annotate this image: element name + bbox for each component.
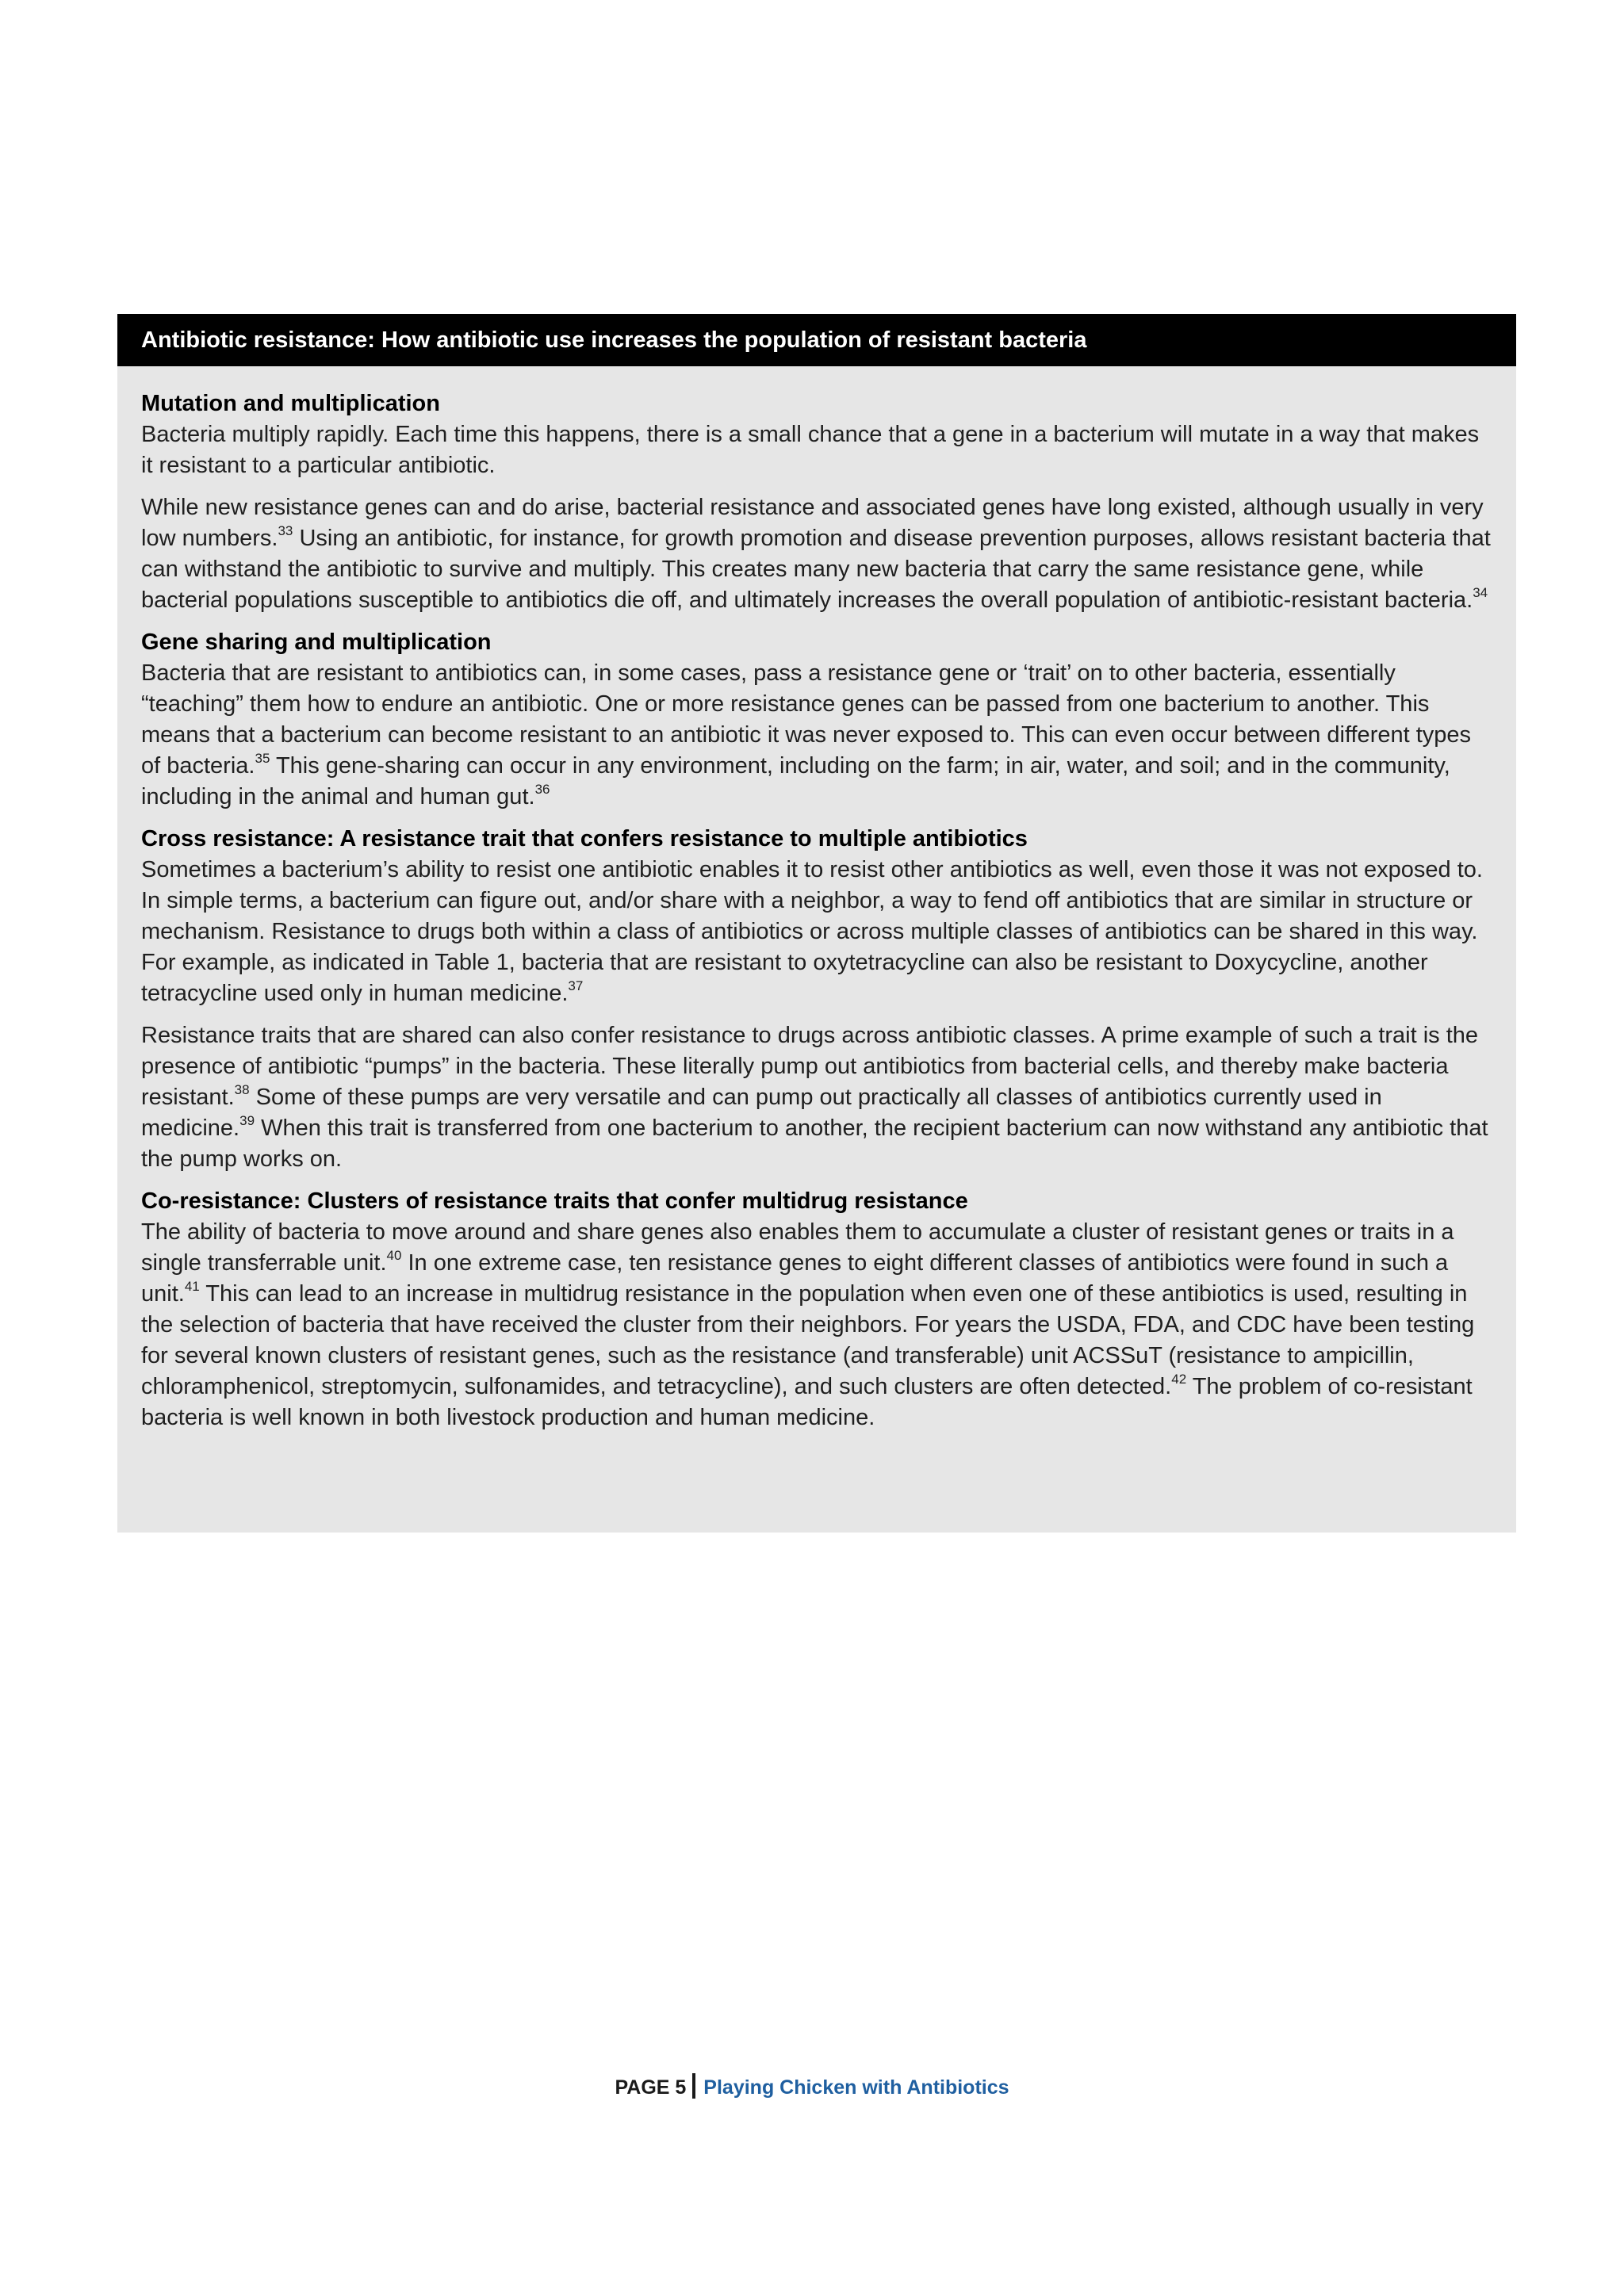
footnote-ref: 42 <box>1171 1372 1187 1387</box>
text-run: The ability of bacteria to move around and share genes also enables them to accumulate a cluster of resistant genes or traits in a single transferrable unit. <box>141 1219 1454 1276</box>
footnote-ref: 39 <box>239 1113 255 1129</box>
text-run: Using an antibiotic, for instance, for growth promotion and disease prevention purposes, allows resistant bacteria that can withstand the antibiotic to survive and multiply. This creates many new bacteria that carry the same resistance gene, while bacterial populations susceptible to antibiotics die off, and ultimately increases the overall population of antibiotic-resistant bacteria. <box>141 526 1491 613</box>
footnote-ref: 38 <box>234 1082 250 1098</box>
publication-title: Playing Chicken with Antibiotics <box>703 2076 1009 2099</box>
text-run: In one extreme case, ten resistance genes to eight different classes of antibiotics were found in such a unit. <box>141 1250 1449 1307</box>
page-number: PAGE 5 <box>615 2076 687 2099</box>
section <box>141 1186 1492 1433</box>
body-paragraph <box>141 419 1492 481</box>
footer-divider <box>692 2073 695 2099</box>
section-heading: Mutation and multiplication <box>141 391 440 416</box>
text-run: This can lead to an increase in multidrug resistance in the population when even one of these antibiotics is used, resulting in the selection of bacteria that have received the cluster from their neighbors. For years the USDA, FDA, and CDC have been testing for several known clusters of resistant genes, such as the resistance (and transferable) unit ACSSuT (resistance to ampicillin, chloramphenicol, streptomycin, sulfonamides, and tetracycline), and such clusters are often detected. <box>141 1281 1475 1399</box>
text-run: Some of these pumps are very versatile and can pump out practically all classes of antibiotics currently used in medicine. <box>141 1085 1382 1141</box>
body-paragraph <box>141 658 1492 813</box>
section <box>141 824 1492 1175</box>
box-body <box>117 366 1516 1433</box>
text-run: While new resistance genes can and do arise, bacterial resistance and associated genes have long existed, although usually in very low numbers. <box>141 495 1484 551</box>
section-heading: Gene sharing and multiplication <box>141 629 492 655</box>
text-run: Sometimes a bacterium’s ability to resist one antibiotic enables it to resist other antibiotics as well, even those it was not exposed to. In simple terms, a bacterium can figure out, and/or share with a neighbor, a way to fend off antibiotics that are similar in structure or mechanism. Resistance to drugs both within a class of antibiotics or across multiple classes of antibiotics can be shared in this way. For example, as indicated in Table 1, bacteria that are resistant to oxytetracycline can also be resistant to Doxycycline, another tetracycline used only in human medicine. <box>141 857 1483 1006</box>
text-run: The problem of co-resistant bacteria is well known in both livestock production and human medicine. <box>141 1374 1473 1430</box>
box-header: Antibiotic resistance: How antibiotic use increases the population of resistant bacteria <box>117 314 1516 366</box>
body-paragraph <box>141 855 1492 1009</box>
footnote-ref: 40 <box>386 1248 402 1264</box>
footnote-ref: 33 <box>278 523 293 539</box>
footnote-ref: 36 <box>534 782 550 798</box>
text-run: Bacteria multiply rapidly. Each time this happens, there is a small chance that a gene in a bacterium will mutate in a way that makes it resistant to a particular antibiotic. <box>141 422 1480 478</box>
footnote-ref: 34 <box>1473 585 1488 601</box>
text-run: Resistance traits that are shared can also confer resistance to drugs across antibiotic classes. A prime example of such a trait is the presence of antibiotic “pumps” in the bacteria. These literally pump out antibiotics from bacterial cells, and thereby make bacteria resistant. <box>141 1023 1479 1110</box>
footnote-ref: 35 <box>255 751 270 767</box>
section <box>141 627 1492 813</box>
body-paragraph <box>141 1020 1492 1175</box>
footnote-ref: 41 <box>184 1279 200 1295</box>
sidebar-box <box>117 314 1516 1533</box>
body-paragraph <box>141 492 1492 616</box>
section-heading: Co-resistance: Clusters of resistance traits that confer multidrug resistance <box>141 1188 968 1214</box>
footnote-ref: 37 <box>568 978 584 994</box>
text-run: Bacteria that are resistant to antibiotics can, in some cases, pass a resistance gene or ‘trait’ on to other bacteria, essentially “teaching” them how to endure an antibiotic. One or more resistance genes can be passed from one bacterium to another. This means that a bacterium can become resistant to an antibiotic it was never exposed to. This can even occur between different types of bacteria. <box>141 660 1472 779</box>
page-footer <box>0 2074 1624 2101</box>
text-run: When this trait is transferred from one bacterium to another, the recipient bacterium can now withstand any antibiotic that the pump works on. <box>141 1115 1488 1172</box>
section <box>141 388 1492 616</box>
text-run: This gene-sharing can occur in any environment, including on the farm; in air, water, and soil; and in the community, including in the animal and human gut. <box>141 753 1450 809</box>
body-paragraph <box>141 1217 1492 1433</box>
section-heading: Cross resistance: A resistance trait that confers resistance to multiple antibiotics <box>141 826 1028 851</box>
